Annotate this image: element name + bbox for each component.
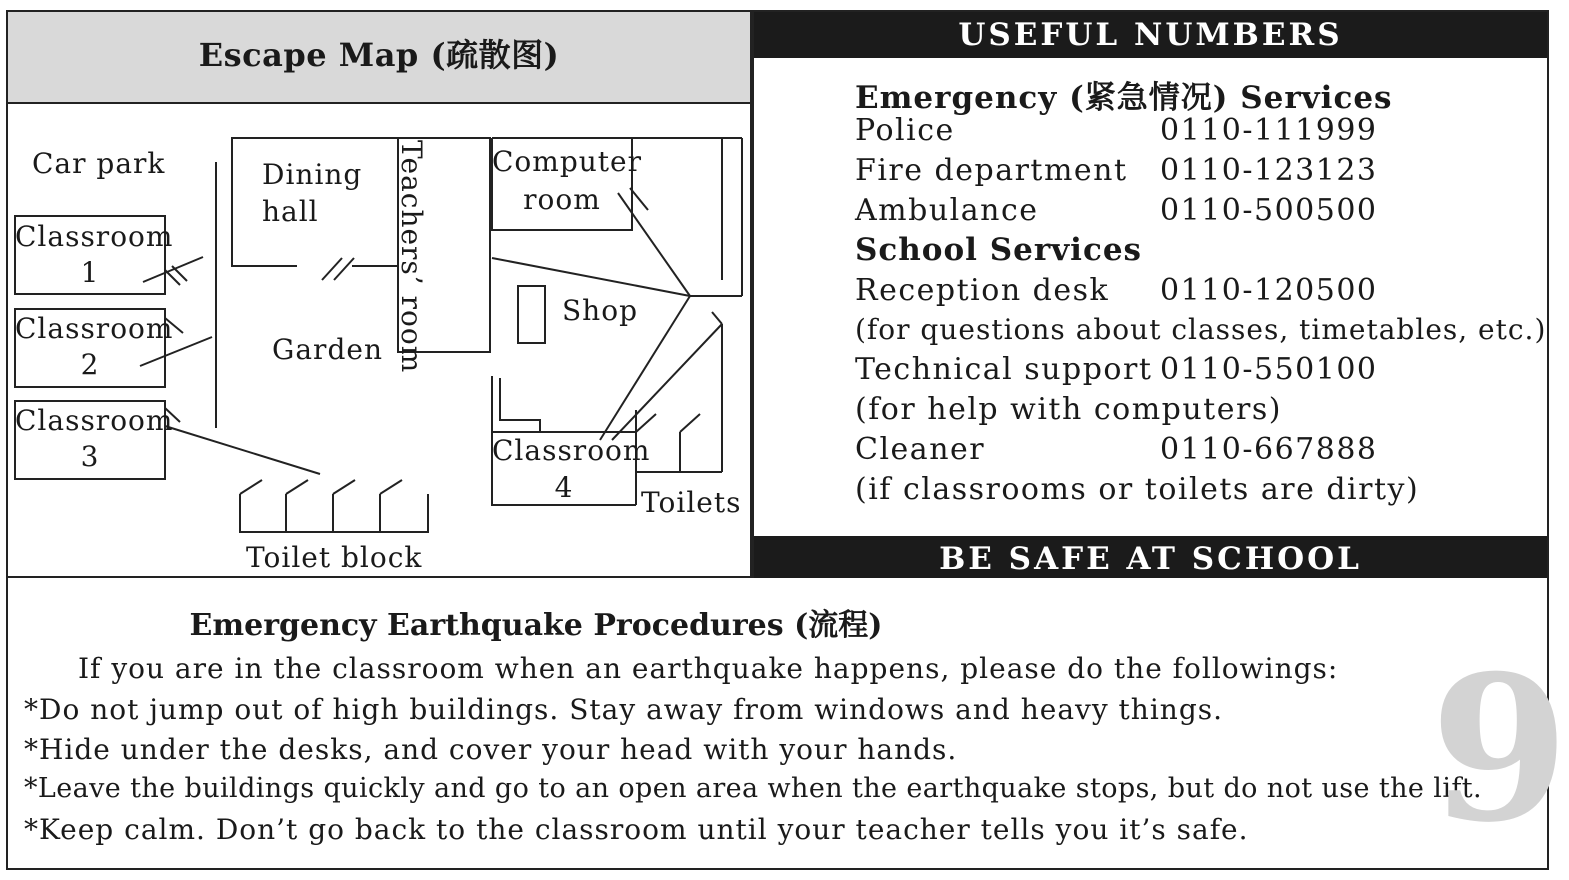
procedure-step: *Keep calm. Don’t go back to the classroom until your teacher tells you it’s safe.: [24, 813, 1249, 846]
reception-desk-note: (for questions about classes, timetables, etc.): [855, 313, 1547, 346]
computer-room-label-1: Computer: [492, 145, 642, 178]
procedure-step: *Leave the buildings quickly and go to an open area when the earthquake stops, but do not use the lift.: [24, 773, 1482, 804]
fire-department-number: 0110-123123: [1160, 153, 1378, 188]
procedure-step: *Hide under the desks, and cover your head with your hands.: [24, 733, 958, 766]
classroom-2-label: Classroom: [15, 312, 174, 345]
classroom-2-number: 2: [80, 348, 100, 381]
teachers-room-label: Teachers’ room: [395, 140, 428, 374]
police-label: Police: [855, 113, 955, 148]
classroom-3-label: Classroom: [15, 404, 174, 437]
classroom-4-label: Classroom: [492, 434, 651, 467]
useful-numbers-title: USEFUL NUMBERS: [754, 12, 1547, 58]
cleaner-label: Cleaner: [855, 432, 986, 467]
classroom-1-label: Classroom: [15, 220, 174, 253]
dining-hall-label-1: Dining: [262, 158, 363, 191]
computer-room-label-2: room: [523, 183, 601, 216]
fire-department-label: Fire department: [855, 153, 1128, 188]
toilets-label: Toilets: [641, 486, 742, 519]
dining-hall-label-2: hall: [262, 195, 319, 228]
classroom-3-number: 3: [80, 440, 100, 473]
reception-desk-label: Reception desk: [855, 273, 1110, 308]
procedures-intro: If you are in the classroom when an earthquake happens, please do the followings:: [78, 652, 1339, 685]
classroom-1-number: 1: [80, 256, 100, 289]
car-park-label: Car park: [32, 147, 166, 180]
technical-support-label: Technical support: [855, 352, 1153, 387]
ambulance-number: 0110-500500: [1160, 193, 1378, 228]
emergency-services-heading: Emergency (紧急情况) Services: [855, 80, 1393, 116]
procedure-step: *Do not jump out of high buildings. Stay away from windows and heavy things.: [24, 693, 1224, 726]
toilet-block-label: Toilet block: [246, 541, 423, 574]
escape-map-title: Escape Map (疏散图): [198, 36, 560, 74]
shop-counter: [518, 286, 545, 343]
technical-support-number: 0110-550100: [1160, 352, 1378, 387]
procedures-title: Emergency Earthquake Procedures (流程): [189, 608, 883, 643]
reception-desk-number: 0110-120500: [1160, 273, 1378, 308]
garden-label: Garden: [272, 333, 383, 366]
page-number: 9: [1430, 632, 1569, 867]
cleaner-note: (if classrooms or toilets are dirty): [855, 472, 1420, 507]
ambulance-label: Ambulance: [855, 193, 1039, 228]
police-number: 0110-111999: [1160, 113, 1378, 148]
technical-support-note: (for help with computers): [855, 392, 1282, 427]
classroom-4-number: 4: [554, 471, 574, 504]
school-services-heading: School Services: [855, 232, 1143, 268]
be-safe-title: BE SAFE AT SCHOOL: [754, 536, 1547, 578]
shop-label: Shop: [562, 294, 638, 327]
cleaner-number: 0110-667888: [1160, 432, 1378, 467]
